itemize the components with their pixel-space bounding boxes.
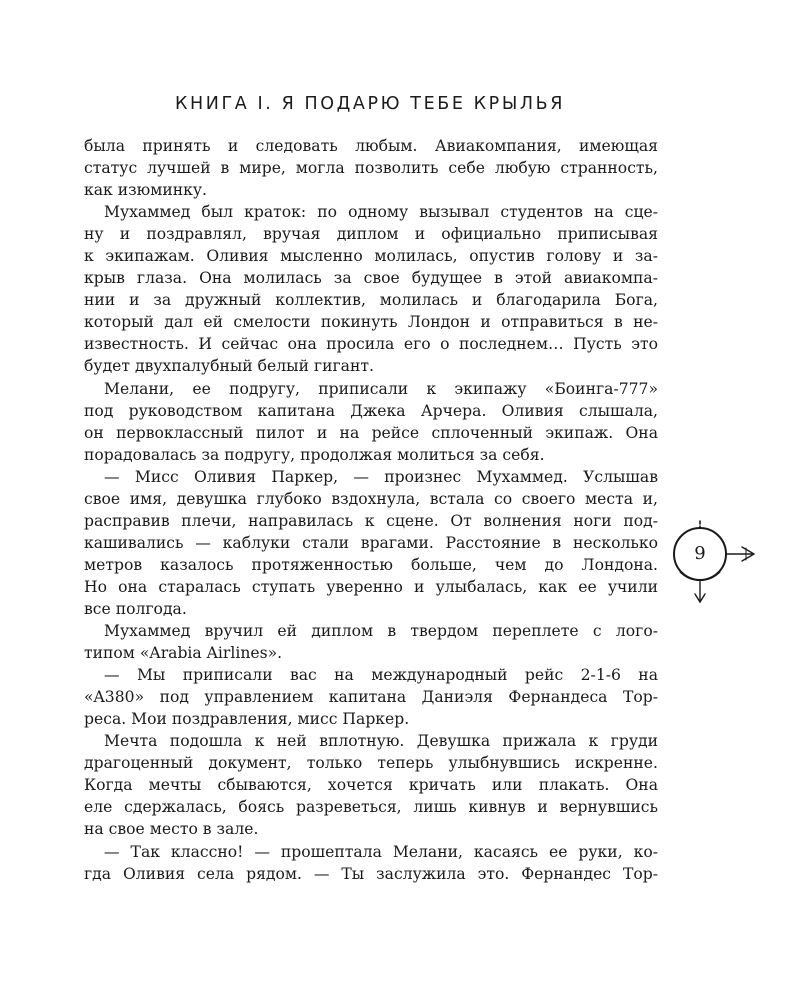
text-line: Мелани, ее подругу, приписали к экипажу «Боинга-777»	[104, 379, 658, 398]
text-line: метров казалось протяженностью больше, чем до Лондона.	[84, 555, 658, 574]
text-line: все полгода.	[84, 599, 187, 618]
text-line: он первоклассный пилот и на рейсе сплоченный экипаж. Она	[84, 423, 658, 442]
body-text	[84, 135, 658, 885]
text-line: Но она старалась ступать уверенно и улыбалась, как ее учили	[84, 577, 658, 596]
text-line: гда Оливия села рядом. — Ты заслужила это. Фернандес Тор-	[84, 864, 658, 883]
text-line: ну и поздравлял, вручая диплом и официально приписывая	[84, 225, 658, 244]
text-line: порадовалась за подругу, продолжая молиться за себя.	[84, 445, 545, 464]
text-line: — Мы приписали вас на международный рейс 2-1-6 на	[104, 666, 658, 685]
text-line: была принять и следовать любым. Авиакомпания, имеющая	[84, 137, 658, 155]
text-line: реса. Мои поздравления, мисс Паркер.	[84, 710, 410, 729]
text-line: крыв глаза. Она молилась за свое будущее в этой авиакомпа-	[84, 269, 658, 288]
text-line: свое имя, девушка глубоко вздохнула, встала со своего места и,	[84, 489, 658, 508]
running-head: КНИГА I. Я ПОДАРЮ ТЕБЕ КРЫЛЬЯ	[175, 94, 565, 114]
text-line: Мухаммед вручил ей диплом в твердом переплете с лого-	[104, 622, 658, 641]
page-number: 9	[694, 543, 706, 564]
text-line: — Так классно! — прошептала Мелани, касаясь ее руки, ко-	[104, 842, 658, 861]
text-line: драгоценный документ, только теперь улыбнувшись искренне.	[84, 754, 658, 773]
text-line: Мечта подошла к ней вплотную. Девушка прижала к груди	[104, 732, 658, 751]
text-line: расправив плечи, направилась к сцене. От волнения ноги под-	[84, 511, 658, 530]
text-line: статус лучшей в мире, могла позволить себе любую странность,	[84, 159, 658, 178]
text-line: нии и за дружный коллектив, молилась и благодарила Бога,	[84, 291, 658, 310]
text-line: известность. И сейчас она просила его о последнем… Пусть это	[84, 335, 658, 354]
text-line: на свое место в зале.	[84, 820, 259, 839]
text-line: еле сдержалась, боясь разреветься, лишь кивнув и вернувшись	[84, 798, 658, 817]
text-line: Мухаммед был краток: по одному вызывал студентов на сце-	[104, 203, 658, 222]
text-line: — Мисс Оливия Паркер, — произнес Мухаммед. Услышав	[104, 467, 658, 486]
text-line: будет двухпалубный белый гигант.	[84, 357, 374, 376]
text-line: к экипажам. Оливия мысленно молилась, опустив голову и за-	[84, 247, 658, 266]
text-line: который дал ей смелости покинуть Лондон и отправиться в не-	[84, 313, 658, 332]
text-line: как изюминку.	[84, 181, 208, 200]
page-folio	[664, 520, 760, 610]
text-line: Когда мечты сбываются, хочется кричать или плакать. Она	[84, 776, 658, 795]
text-line: под руководством капитана Джека Арчера. Оливия слышала,	[84, 401, 658, 420]
text-line: кашивались — каблуки стали врагами. Расстояние в несколько	[84, 533, 658, 552]
text-line: «A380» под управлением капитана Даниэля Фернандеса Тор-	[84, 688, 658, 707]
text-line: типом «Arabia Airlines».	[84, 644, 283, 663]
